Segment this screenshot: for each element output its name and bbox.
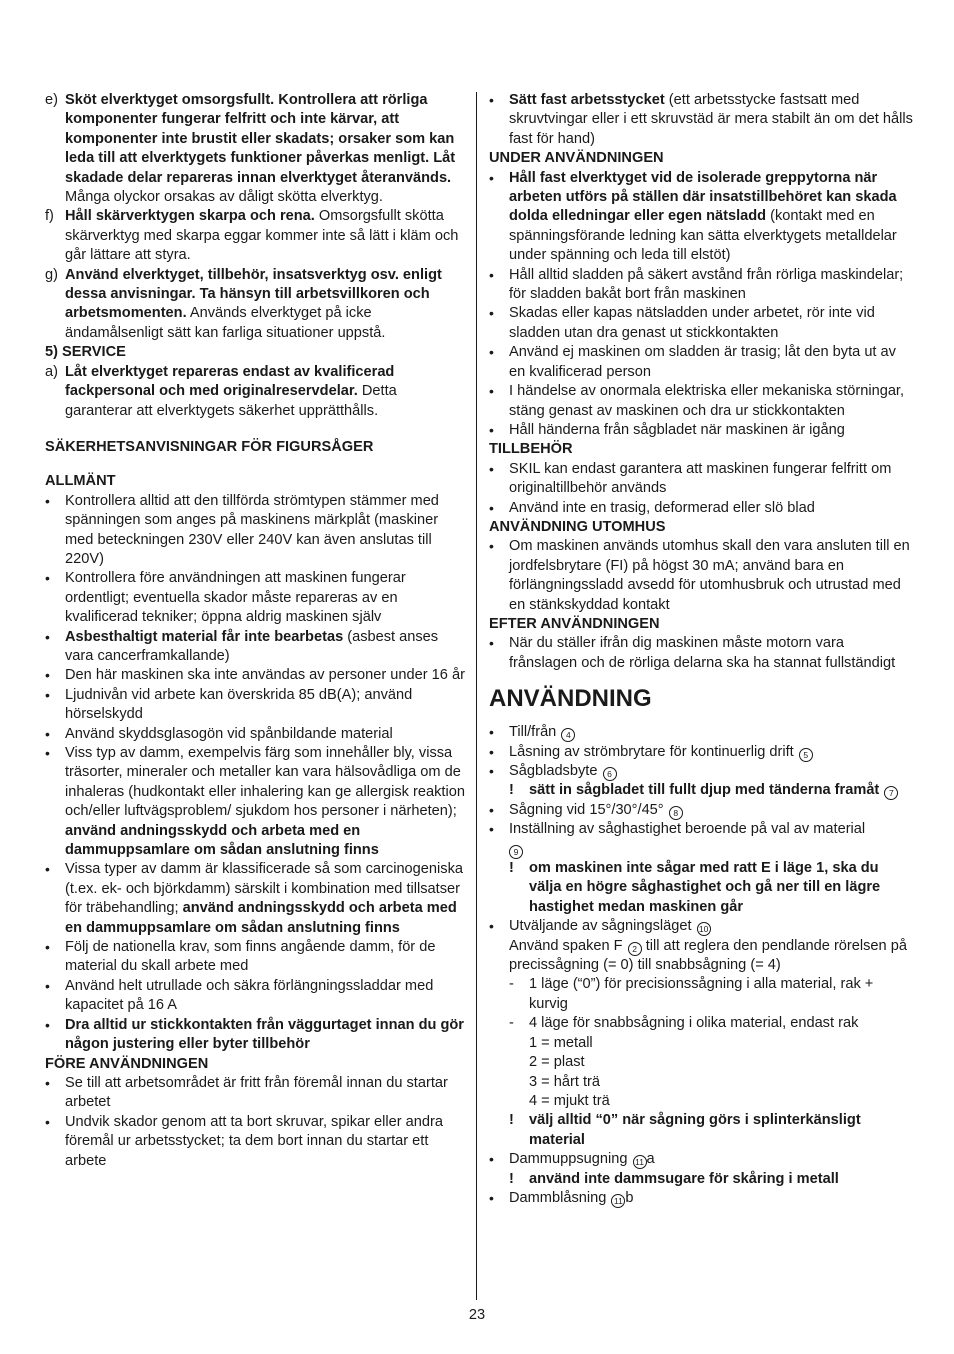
bullet-marker: • bbox=[45, 1016, 50, 1033]
figure-ref-icon: 7 bbox=[884, 786, 898, 800]
bullet-marker: • bbox=[45, 628, 50, 645]
list-item bbox=[489, 460, 913, 499]
list-item bbox=[489, 634, 913, 673]
item-text: Omsorgsfullt skötta skärverktyg med skarpa eggar kommer inte så lätt i kläm och går lättare att styra. bbox=[65, 208, 459, 264]
list-item bbox=[489, 304, 913, 343]
list-item bbox=[45, 686, 465, 725]
item-text: Använd ej maskinen om sladden är trasig; låt den byta ut av en kvalificerad person bbox=[509, 344, 896, 380]
item-text: Kontrollera före användningen att maskinen fungerar ordentligt; eventuella skador måste repareras av en kvalificerad tekniker; öppna aldrig maskinen själv bbox=[65, 570, 406, 626]
list-item bbox=[45, 860, 465, 938]
item-label: g) bbox=[45, 266, 58, 283]
item-text: Undvik skador genom att ta bort skruvar, spikar eller andra föremål ur arbetsstycket; ta dem bort innan du startar ett arbete bbox=[65, 1113, 443, 1169]
figure-ref-icon: 10 bbox=[697, 922, 711, 936]
item-text: Kontrollera alltid att den tillförda strömtypen stämmer med spänningen som anges på maskinens märkplåt (maskiner med beteckningen 230V eller 240V kan även anslutas till 220V) bbox=[65, 492, 439, 567]
item-text: Inställning av såghastighet beroende på val av material bbox=[509, 821, 866, 838]
figure-ref-icon: 6 bbox=[603, 767, 617, 781]
item-text: (asbest anses vara cancerframkallande) bbox=[65, 628, 439, 664]
item-text: När du ställer ifrån dig maskinen måste motorn vara frånslagen och de rörliga delarna ska ha stannat fullständigt bbox=[509, 635, 896, 671]
list-item bbox=[45, 1113, 465, 1171]
list-item bbox=[45, 628, 465, 667]
list-item bbox=[45, 666, 465, 685]
bullet-marker: • bbox=[45, 1113, 50, 1130]
item-text: Detta garanterar att elverktygets säkerhet upprätthålls. bbox=[65, 383, 397, 419]
bullet-marker: • bbox=[45, 570, 50, 587]
bullet-marker: • bbox=[489, 266, 494, 283]
bullet-marker: • bbox=[489, 724, 494, 741]
list-item bbox=[489, 762, 913, 781]
exclamation-marker: ! bbox=[509, 1170, 514, 1187]
bullet-marker: • bbox=[489, 743, 494, 760]
list-item bbox=[489, 743, 913, 762]
item-text: Dammblåsning bbox=[509, 1189, 607, 1206]
list-item bbox=[489, 1150, 913, 1169]
bullet-marker: • bbox=[45, 686, 50, 703]
material-line: 2 = plast bbox=[529, 1054, 585, 1071]
section-heading-accessories: TILLBEHÖR bbox=[489, 441, 573, 458]
bullet-marker: • bbox=[45, 939, 50, 956]
item-text: 1 läge (“0”) för precisionssågning i alla material, rak + kurvig bbox=[529, 976, 874, 1012]
list-item bbox=[489, 1189, 913, 1208]
bullet-marker: • bbox=[489, 1189, 494, 1206]
material-line: 4 = mjukt trä bbox=[529, 1092, 610, 1109]
item-bold-text: Sköt elverktyget omsorgsfullt. Kontrollera att rörliga komponenter fungerar felfritt och inte kärvar, att komponenter inte brustit eller skadats; orsaker som kan leda till att elverktygets funktioner påverkas menligt. Låt skadade delar repareras innan elverktyget återanvänds. bbox=[65, 92, 456, 186]
item-text: Se till att arbetsområdet är fritt från föremål innan du startar arbetet bbox=[65, 1074, 448, 1111]
list-item bbox=[489, 382, 913, 421]
section-heading-service: 5) SERVICE bbox=[45, 344, 126, 361]
warning-text: om maskinen inte sågar med ratt E i läge 1, ska du välja en högre såghastighet och gå ner till en lägre hastighet medan maskinen går bbox=[529, 860, 881, 915]
list-item bbox=[489, 499, 913, 518]
bullet-marker: • bbox=[489, 92, 494, 108]
item-text: Använd spaken F bbox=[509, 937, 623, 954]
item-text: Används elverktyget på icke ändamålsenligt sätt kan farliga situationer uppstå. bbox=[65, 305, 386, 341]
left-column bbox=[45, 91, 465, 1171]
section-heading-during-use: UNDER ANVÄNDNINGEN bbox=[489, 150, 664, 167]
list-item bbox=[489, 421, 913, 440]
right-column bbox=[489, 91, 913, 1208]
item-text: Till/från bbox=[509, 724, 557, 741]
item-suffix: a bbox=[646, 1151, 655, 1168]
dash-marker: - bbox=[509, 976, 514, 993]
figure-ref-icon: 8 bbox=[669, 806, 683, 820]
item-bold-text: använd andningsskydd och arbeta med en dammuppsamlare om sådan anslutning finns bbox=[65, 822, 379, 859]
list-item bbox=[489, 801, 913, 820]
list-item bbox=[45, 725, 465, 744]
sub-list-item bbox=[509, 1014, 913, 1033]
bullet-marker: • bbox=[489, 460, 494, 477]
list-item bbox=[489, 169, 913, 266]
dash-marker: - bbox=[509, 1015, 514, 1032]
item-text: Använd helt utrullade och säkra förlängningssladdar med kapacitet på 16 A bbox=[65, 977, 434, 1014]
figure-ref-icon: 2 bbox=[628, 942, 642, 956]
item-bold-text: Låt elverktyget repareras endast av kvalificerad fackpersonal och med originalreservdelar. bbox=[65, 363, 395, 400]
sub-list-item bbox=[509, 975, 913, 1014]
bullet-marker: • bbox=[489, 169, 494, 186]
item-label: e) bbox=[45, 92, 58, 108]
section-heading-after-use: EFTER ANVÄNDNINGEN bbox=[489, 615, 660, 632]
item-text: Sågbladsbyte bbox=[509, 763, 598, 779]
list-item bbox=[45, 569, 465, 627]
bullet-marker: • bbox=[489, 344, 494, 361]
item-text: Låsning av strömbrytare för kontinuerlig drift bbox=[509, 743, 794, 760]
item-bold-text: Håll skärverktygen skarpa och rena. bbox=[65, 208, 315, 225]
warning-text: välj alltid “0” när sågning görs i splinterkänsligt material bbox=[529, 1112, 861, 1148]
item-text: (ett arbetsstycke fastsatt med skruvtvingar eller i ett skruvstäd är mera stabilt än om det hålls fast för hand) bbox=[509, 92, 913, 147]
figure-ref-icon: 11 bbox=[633, 1155, 647, 1169]
list-item bbox=[45, 1016, 465, 1055]
warning-item bbox=[509, 1111, 913, 1150]
bullet-marker: • bbox=[489, 763, 494, 779]
list-item bbox=[489, 343, 913, 382]
list-item bbox=[45, 938, 465, 977]
item-text: till att reglera den pendlande rörelsen på precissågning (= 0) till snabbsågning (= 4) bbox=[509, 937, 907, 974]
item-text: Vissa typer av damm är klassificerade så som carcinogeniska (t.ex. ek- och björkdamm) särskilt i kombination med tillsatser för träbehandling; bbox=[65, 861, 463, 917]
bullet-marker: • bbox=[45, 745, 50, 761]
item-text: Skadas eller kapas nätsladden under arbetet, rör inte vid sladden utan dra genast ut stickkontakten bbox=[509, 305, 875, 341]
list-item bbox=[45, 977, 465, 1016]
bullet-marker: • bbox=[489, 821, 494, 838]
figure-ref-icon: 5 bbox=[799, 748, 813, 762]
item-text: Håll alltid sladden på säkert avstånd från rörliga maskindelar; för sladden bakåt bort från maskinen bbox=[509, 266, 904, 303]
list-item bbox=[489, 91, 913, 149]
list-item bbox=[489, 537, 913, 615]
page-number: 23 bbox=[468, 1307, 486, 1323]
figure-ref-icon: 4 bbox=[561, 728, 575, 742]
bullet-marker: • bbox=[45, 667, 50, 684]
item-text: Utväljande av sågningsläget bbox=[509, 918, 692, 935]
list-item bbox=[45, 1074, 465, 1113]
item-text: Följ de nationella krav, som finns angående damm, för de material du skall arbete med bbox=[65, 939, 436, 975]
column-divider bbox=[476, 92, 477, 1300]
list-item bbox=[489, 820, 913, 859]
bullet-marker: • bbox=[45, 492, 50, 509]
item-text: 4 läge för snabbsågning i olika material, endast rak bbox=[529, 1015, 859, 1032]
figure-ref-icon: 9 bbox=[509, 845, 523, 859]
bullet-marker: • bbox=[45, 725, 50, 742]
item-text: Använd inte en trasig, deformerad eller slö blad bbox=[509, 499, 815, 516]
item-bold-text: använd andningsskydd och arbeta med en dammuppsamlare om sådan anslutning finns bbox=[65, 900, 457, 936]
bullet-marker: • bbox=[45, 861, 50, 878]
figure-ref-icon: 11 bbox=[611, 1194, 625, 1208]
item-text: Använd skyddsglasogön vid spånbildande material bbox=[65, 725, 393, 742]
warning-item bbox=[509, 781, 913, 800]
warning-text: använd inte dammsugare för skåring i metall bbox=[529, 1170, 839, 1187]
item-text: Viss typ av damm, exempelvis färg som innehåller bly, vissa träsorter, mineraler och metaller kan vara hälsovådliga om de inhaleras (hudkontakt eller inhalering kan ge allergisk reaktion och/eller luftvägsproblem/ sjukdom hos personer i närheten); bbox=[65, 745, 465, 820]
item-bold-text: Asbesthaltigt material får inte bearbetas bbox=[65, 628, 344, 645]
list-item bbox=[45, 744, 465, 860]
item-bold-text: Sätt fast arbetsstycket bbox=[509, 92, 665, 108]
bullet-marker: • bbox=[489, 918, 494, 935]
section-heading-before-use: FÖRE ANVÄNDNINGEN bbox=[45, 1055, 209, 1072]
item-bold-text: Dra alltid ur stickkontakten från väggurtaget innan du gör någon justering eller byter tillbehör bbox=[65, 1016, 464, 1053]
list-item bbox=[45, 492, 465, 570]
bullet-marker: • bbox=[489, 635, 494, 652]
item-text: (kontakt med en spänningsförande ledning kan sätta elverktygets metalldelar under spänning och leda till elstöt) bbox=[509, 208, 897, 264]
bullet-marker: • bbox=[45, 1074, 50, 1091]
list-item-f bbox=[45, 207, 465, 265]
exclamation-marker: ! bbox=[509, 1112, 514, 1129]
item-text: Dammuppsugning bbox=[509, 1151, 628, 1168]
item-bold-text: Använd elverktyget, tillbehör, insatsverktyg osv. enligt dessa anvisningar. Ta hänsyn till arbetsvillkoren och arbetsmomenten. bbox=[65, 266, 442, 322]
bullet-marker: • bbox=[489, 538, 494, 555]
warning-item bbox=[509, 1170, 913, 1189]
list-item-g bbox=[45, 266, 465, 344]
item-text: SKIL kan endast garantera att maskinen fungerar felfritt om originaltillbehör används bbox=[509, 460, 892, 497]
item-text: I händelse av onormala elektriska eller mekaniska störningar, stäng genast av maskinen och dra ur stickkontakten bbox=[509, 383, 905, 419]
section-heading-outdoor: ANVÄNDNING UTOMHUS bbox=[489, 518, 666, 535]
list-item bbox=[489, 723, 913, 742]
item-text: Sågning vid 15°/30°/45° bbox=[509, 801, 664, 818]
list-item bbox=[489, 266, 913, 305]
bullet-marker: • bbox=[489, 305, 494, 322]
material-line: 3 = hårt trä bbox=[529, 1073, 600, 1090]
item-text: Många olyckor orsakas av dåligt skötta elverktyg. bbox=[65, 189, 383, 206]
warning-text: sätt in sågbladet till fullt djup med tänderna framåt bbox=[529, 782, 880, 799]
item-text: Den här maskinen ska inte användas av personer under 16 år bbox=[65, 667, 465, 684]
list-item-e bbox=[45, 91, 465, 207]
exclamation-marker: ! bbox=[509, 782, 514, 799]
item-bold-text: Håll fast elverktyget vid de isolerade greppytorna när arbeten utförs på ställen där insatstillbehöret kan skada dolda elledningar eller egen nätsladd bbox=[509, 169, 897, 225]
item-label: f) bbox=[45, 208, 54, 225]
list-item bbox=[489, 917, 913, 975]
item-label: a) bbox=[45, 363, 58, 380]
bullet-marker: • bbox=[489, 421, 494, 438]
exclamation-marker: ! bbox=[509, 860, 514, 877]
item-text: Om maskinen används utomhus skall den vara ansluten till en jordfelsbrytare (FI) på högst 30 mA; använd bara en förlängningssladd avsedd för utomhusbruk och utrustad med en stänkskyddad kontakt bbox=[509, 538, 910, 613]
bullet-marker: • bbox=[489, 801, 494, 818]
item-suffix: b bbox=[625, 1189, 634, 1206]
material-line: 1 = metall bbox=[529, 1034, 593, 1051]
warning-item bbox=[509, 859, 913, 917]
item-text: Håll händerna från sågbladet när maskinen är igång bbox=[509, 421, 845, 438]
bullet-marker: • bbox=[489, 383, 494, 400]
section-heading-general: ALLMÄNT bbox=[45, 473, 116, 490]
bullet-marker: • bbox=[45, 977, 50, 994]
section-title-usage: ANVÄNDNING bbox=[489, 685, 652, 713]
item-text: Ljudnivån vid arbete kan överskrida 85 dB(A); använd hörselskydd bbox=[65, 686, 413, 723]
list-item-a bbox=[45, 363, 465, 421]
bullet-marker: • bbox=[489, 499, 494, 516]
bullet-marker: • bbox=[489, 1151, 494, 1168]
section-heading-safety: SÄKERHETSANVISNINGAR FÖR FIGURSÅGER bbox=[45, 438, 374, 455]
